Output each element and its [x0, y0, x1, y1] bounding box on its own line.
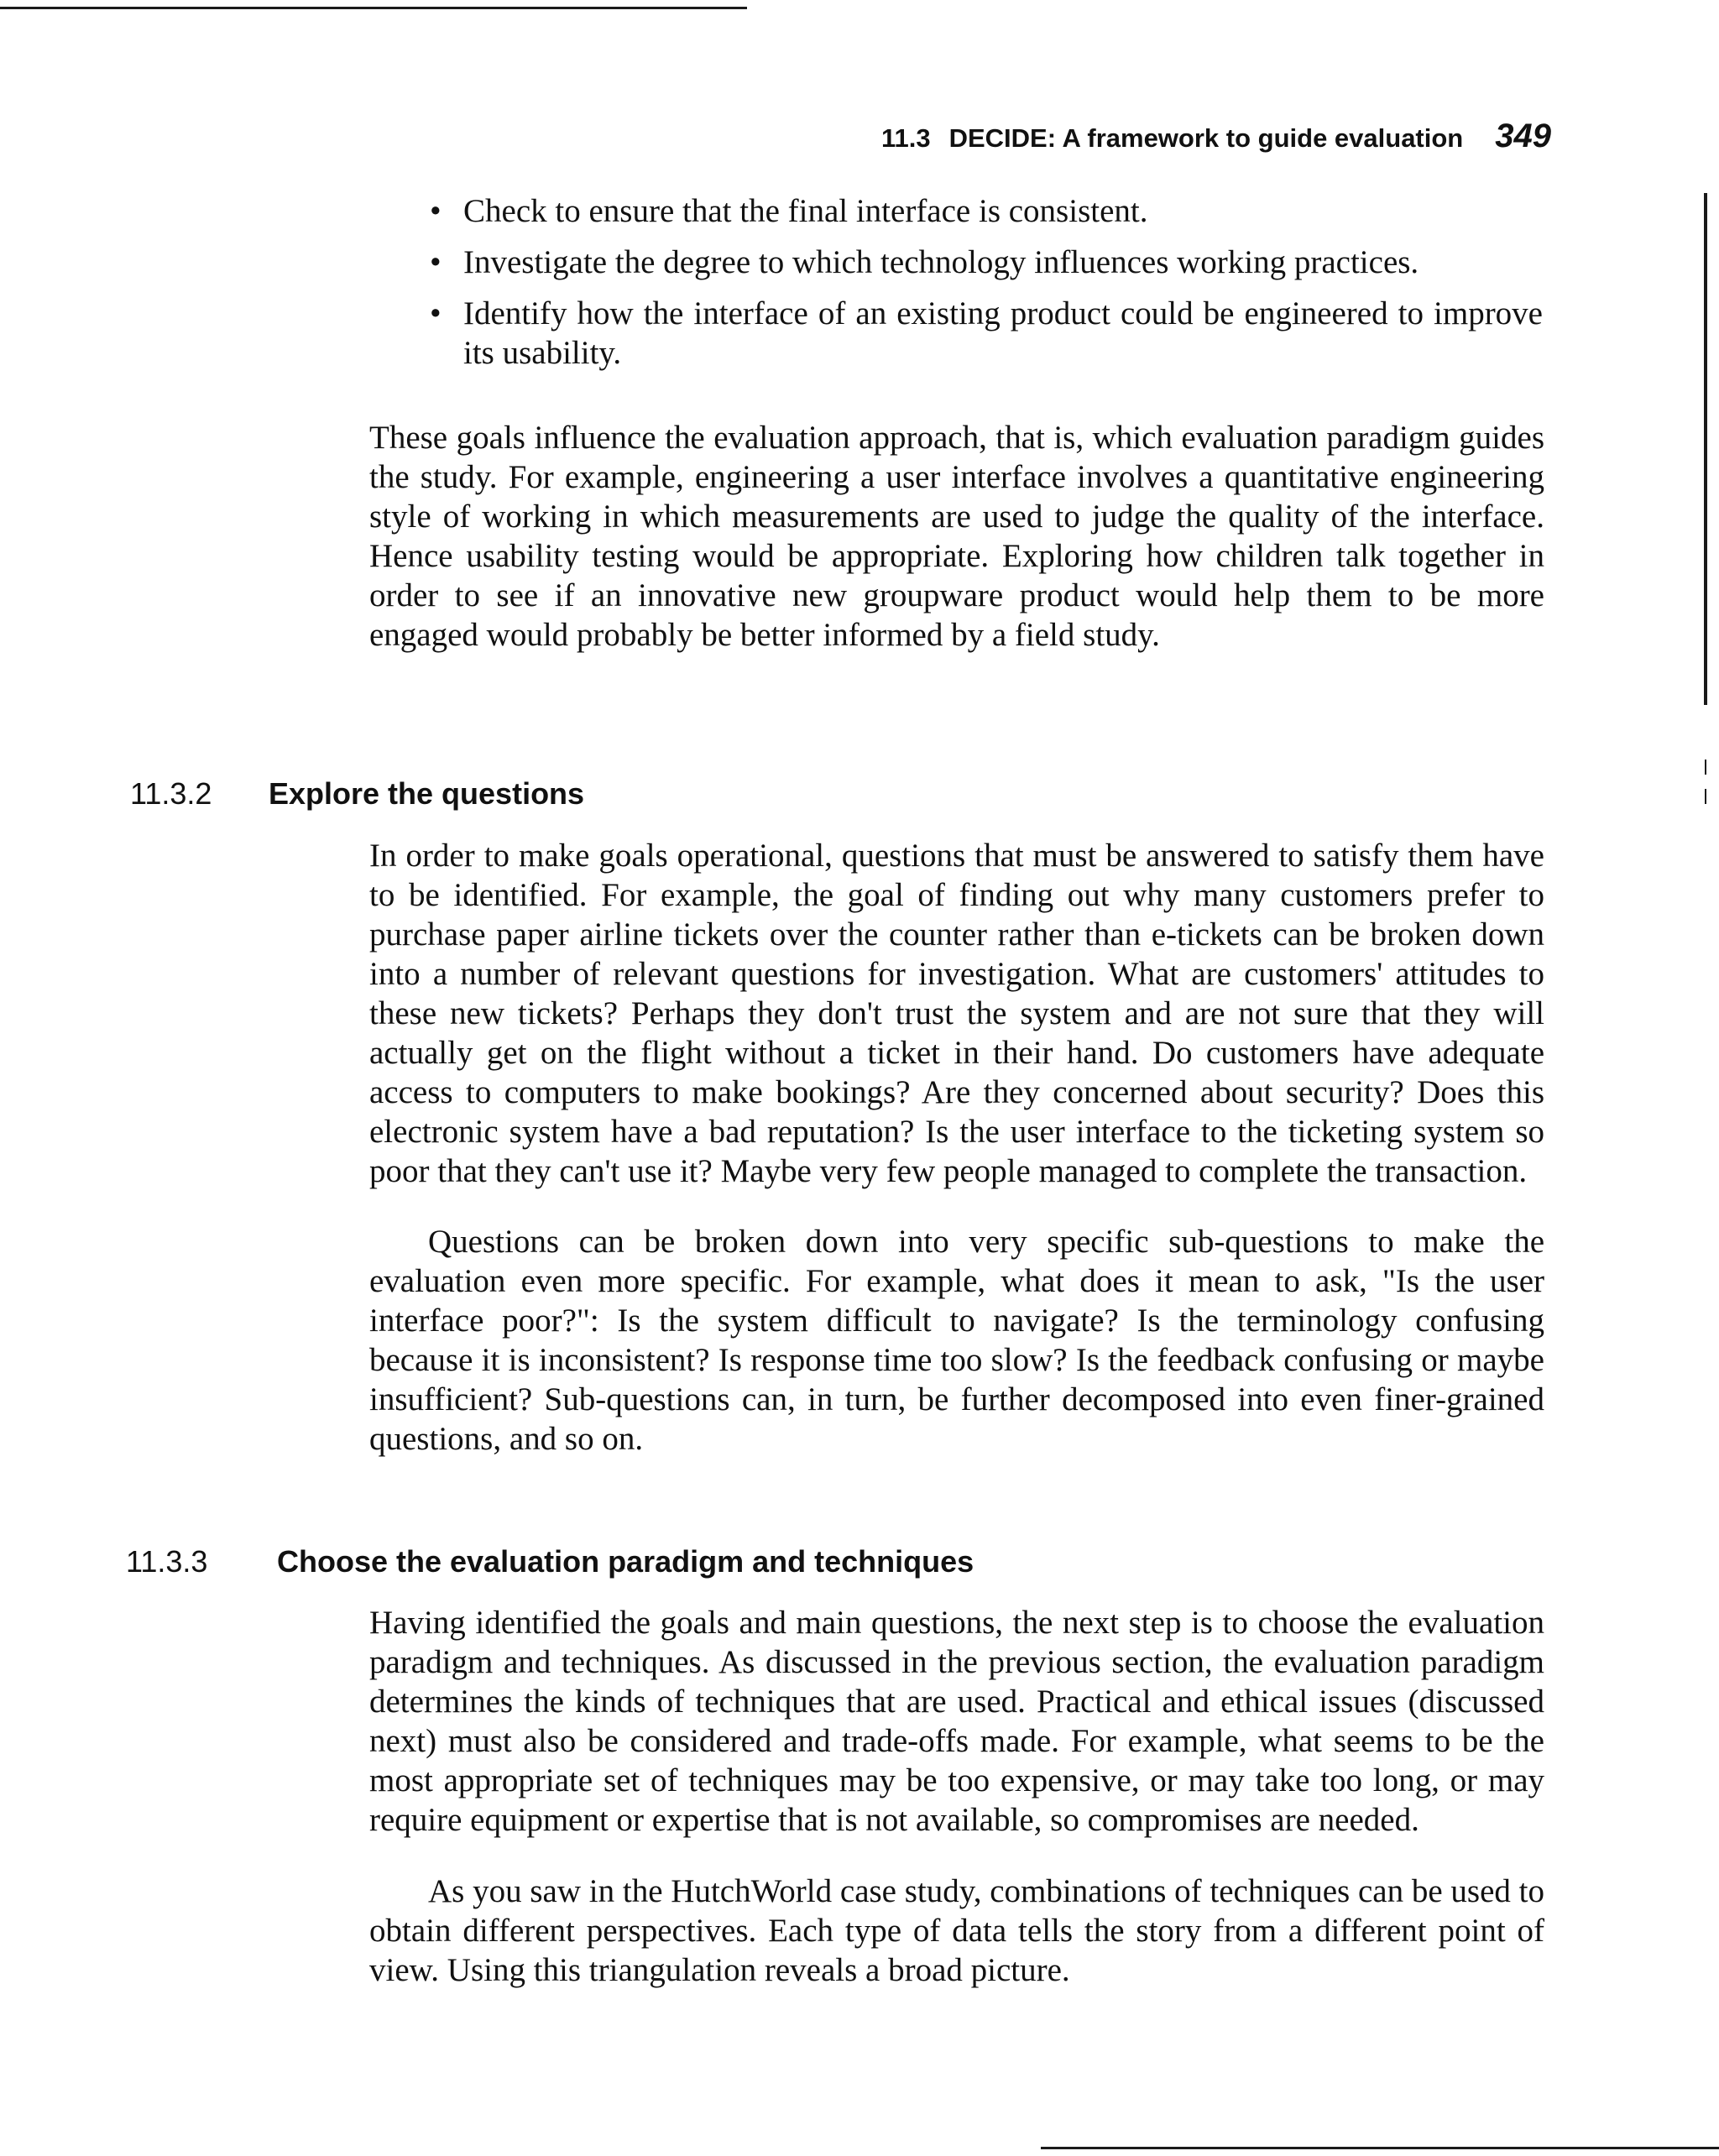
section-heading-choose — [126, 1544, 974, 1579]
choose-paragraph-2: As you saw in the HutchWorld case study, combinations of techniques can be used to obtain different perspectives. Each type of data tells the story from a different point of view. Using this triangulation reveals a broad picture. — [369, 1873, 1544, 1988]
section-title: Explore the questions — [269, 776, 585, 811]
section-heading-explore — [130, 776, 584, 812]
explore-paragraph-2: Questions can be broken down into very specific sub-questions to make the evaluation even more specific. For example, what does it mean to ask, "Is the user interface poor?": Is the system difficult to navigate? Is the terminology confusing because it is inconsistent? Is response time too slow? Is the feedback confusing or maybe insufficient? Sub-questions can, in turn, be further decomposed into even finer-grained questions, and so on. — [369, 1224, 1544, 1457]
section-number: 11.3.2 — [130, 776, 212, 811]
margin-bar — [1704, 193, 1707, 705]
page-number: 349 — [1495, 117, 1551, 154]
explore-paragraph-1: In order to make goals operational, questions that must be answered to satisfy them have to be identified. For example, the goal of finding out why many customers prefer to purchase paper airline tickets over the counter rather than e-tickets can be broken down into a number of relevant questions for investigation. What are customers' attitudes to these new tickets? Perhaps they don't trust the system and are not sure that they will actually get on the flight without a ticket in their hand. Do customers have adequate access to computers to make bookings? Are they concerned about security? Does this electronic system have a bad reputation? Is the user interface to the ticketing system so poor that they can't use it? Maybe very few people managed to complete the transaction. — [369, 838, 1544, 1189]
list-item: • Investigate the degree to which technology influences working practices. — [426, 243, 1543, 282]
choose-paragraph-1: Having identified the goals and main questions, the next step is to choose the evaluation paradigm and techniques. As discussed in the previous section, the evaluation paradigm determines the kinds of techniques that are used. Practical and ethical issues (discussed next) must also be considered and trade-offs made. For example, what seems to be the most appropriate set of techniques may be too expensive, or may take too long, or may require equipment or expertise that is not available, so compromises are needed. — [369, 1605, 1544, 1838]
header-title: DECIDE: A framework to guide evaluation — [948, 123, 1464, 153]
top-rule — [0, 7, 747, 9]
running-head — [881, 117, 1551, 155]
section-number: 11.3.3 — [126, 1544, 208, 1579]
margin-tick — [1705, 789, 1706, 804]
intro-paragraph: These goals influence the evaluation approach, that is, which evaluation paradigm guides the study. For example, engineering a user interface involves a quantitative engineering style of working in which measurements are used to judge the quality of the interface. Hence usability testing would be appropriate. Exploring how children talk together in order to see if an innovative new groupware product would help them to be more engaged would probably be better informed by a field study. — [369, 420, 1544, 653]
margin-tick — [1705, 760, 1706, 775]
goal-bullet-list — [426, 191, 1543, 384]
list-item: • Identify how the interface of an existing product could be engineered to improve its usability. — [426, 294, 1543, 373]
bottom-rule — [1041, 2147, 1719, 2149]
section-title: Choose the evaluation paradigm and techniques — [277, 1544, 974, 1579]
header-section-number: 11.3 — [880, 123, 931, 153]
list-item: • Check to ensure that the final interface is consistent. — [426, 191, 1543, 231]
